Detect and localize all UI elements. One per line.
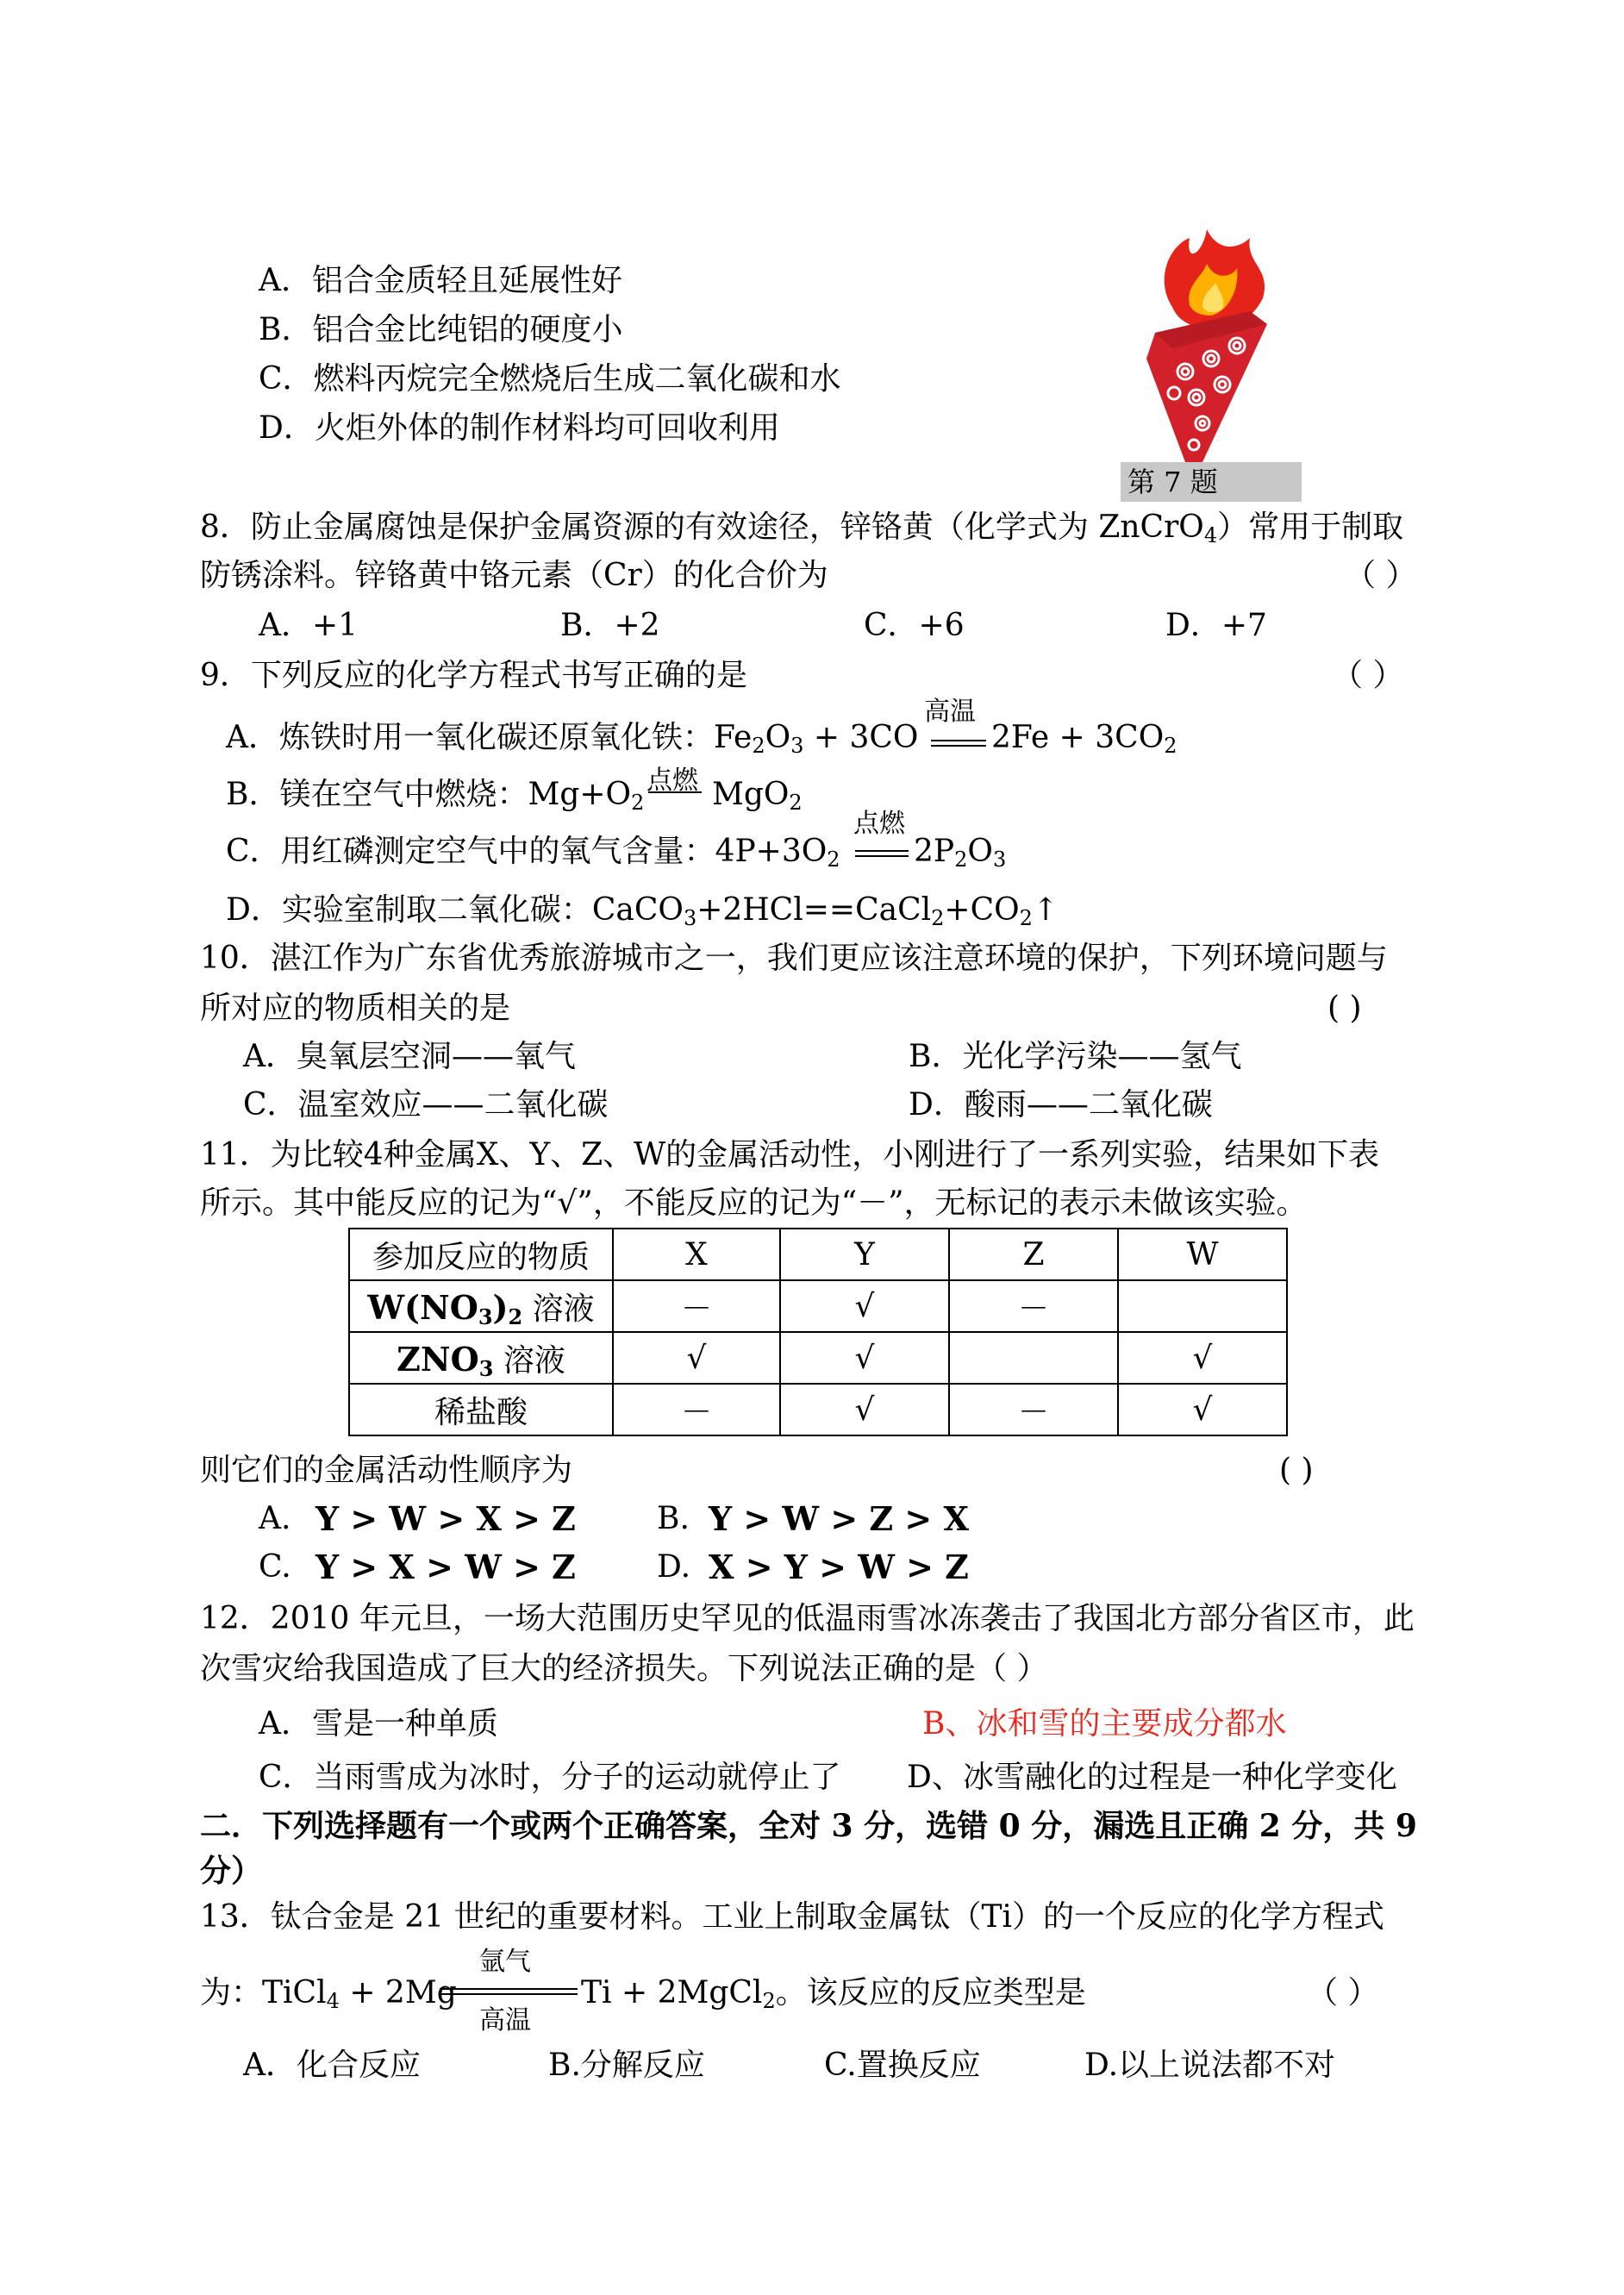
section2-instructions-line2: 分） [200, 1853, 263, 1889]
q7-option-a: A．铝合金质轻且延展性好 [259, 263, 622, 298]
q9-option-d: D．实验室制取二氧化碳：$CaCO_3+2HCl==CaCl_2+CO_2↑$ [226, 892, 1059, 930]
table-cell: √ [1118, 1332, 1287, 1384]
q12-stem-line2: 次雪灾给我国造成了巨大的经济损失。下列说法正确的是（ ） [200, 1651, 1048, 1686]
table-header-cell: W [1118, 1229, 1287, 1280]
table-cell: √ [780, 1332, 949, 1384]
q10-stem-line2: 所对应的物质相关的是 [200, 991, 511, 1026]
q9-c-condition: 点燃 [853, 809, 905, 839]
q9-c-equals-sign [855, 850, 909, 857]
table-cell: － [949, 1384, 1118, 1435]
q11-option-a-letter: A. [259, 1501, 291, 1536]
q11-answer-paren: ( ) [1279, 1453, 1314, 1488]
q13-answer-paren: （ ） [1307, 1975, 1379, 2010]
q11-option-c: Y > X > W > Z [315, 1548, 576, 1586]
q8-stem-line2: 防锈涂料。锌铬黄中铬元素（Cr）的化合价为 [200, 558, 828, 593]
q10-option-c: C．温室效应——二氧化碳 [243, 1087, 609, 1122]
q9-a-equals-sign [931, 740, 986, 747]
q13-option-d: D.以上说法都不对 [1084, 2048, 1336, 2083]
q10-option-d: D．酸雨——二氧化碳 [909, 1087, 1213, 1122]
q12-option-b-answer: B、冰和雪的主要成分都水 [922, 1706, 1287, 1742]
q10-answer-paren: ( ) [1327, 991, 1362, 1026]
table-cell: － [613, 1384, 780, 1435]
q8-option-c: C．+6 [864, 608, 965, 643]
q9-b-products: MgO$_2$ [712, 777, 803, 815]
q10-option-b: B．光化学污染——氢气 [909, 1039, 1242, 1074]
q10-stem-line1: 10．湛江作为广东省优秀旅游城市之一，我们更应该注意环境的保护，下列环境问题与 [200, 941, 1388, 976]
q12-option-a: A．雪是一种单质 [259, 1706, 498, 1742]
q13-option-b: B.分解反应 [548, 2048, 705, 2083]
q13-condition-bottom: 高温 [479, 2005, 531, 2035]
q11-stem-line1: 11．为比较4种金属X、Y、Z、W的金属活动性，小刚进行了一系列实验，结果如下表 [200, 1137, 1380, 1173]
q13-equation-lhs: 为：TiCl$_4$ + 2Mg [200, 1975, 457, 2013]
q13-equation-rhs: Ti + 2MgCl$_2$。该反应的反应类型是 [581, 1975, 1086, 2013]
table-cell: √ [1118, 1384, 1287, 1435]
table-row [349, 1384, 1287, 1435]
q9-stem: 9．下列反应的化学方程式书写正确的是 [200, 658, 747, 693]
q11-option-d: X > Y > W > Z [709, 1548, 969, 1586]
q8-option-b: B．+2 [560, 608, 660, 643]
table-header-cell: 参加反应的物质 [349, 1229, 613, 1280]
q9-option-c: C．用红磷测定空气中的氧气含量：$4P+3O_2$ [226, 834, 840, 872]
q12-option-d: D、冰雪融化的过程是一种化学变化 [907, 1760, 1397, 1795]
q13-option-c: C.置换反应 [824, 2048, 981, 2083]
q8-stem-line1: 8．防止金属腐蚀是保护金属资源的有效途径，锌铬黄（化学式为 ZnCrO$_4$）常用于制取 [200, 510, 1404, 547]
table-row-label: 稀盐酸 [349, 1384, 613, 1435]
q9-option-a: A．炼铁时用一氧化碳还原氧化铁：$Fe_2O_3 + 3CO$ [226, 720, 919, 758]
reaction-table [348, 1228, 1288, 1436]
figure-caption: 第 7 题 [1121, 462, 1302, 502]
q13-equals-sign [440, 1988, 578, 1995]
q9-b-condition: 点燃 [646, 766, 698, 796]
table-row-label: $W(NO_3)_2$ 溶液 [349, 1280, 613, 1332]
q11-option-c-letter: C. [259, 1549, 291, 1585]
q11-stem-line2: 所示。其中能反应的记为“√”，不能反应的记为“－”，无标记的表示未做该实验。 [200, 1185, 1308, 1221]
table-row [349, 1280, 1287, 1332]
q11-option-d-letter: D. [657, 1549, 691, 1585]
q9-answer-paren: （ ） [1332, 658, 1404, 693]
q7-option-d: D．火炬外体的制作材料均可回收利用 [259, 410, 780, 446]
table-cell: － [949, 1280, 1118, 1332]
q8-answer-paren: （ ） [1345, 558, 1417, 593]
q9-b-bar [648, 791, 702, 793]
table-cell: √ [613, 1332, 780, 1384]
q11-option-b: Y > W > Z > X [709, 1499, 969, 1538]
q12-stem-line1: 12．2010 年元旦，一场大范围历史罕见的低温雨雪冰冻袭击了我国北方部分省区市，此 [200, 1601, 1415, 1636]
q13-condition-top: 氩气 [479, 1947, 531, 1977]
table-cell [949, 1332, 1118, 1384]
q13-option-a: A．化合反应 [243, 2048, 421, 2083]
q9-a-products: $2Fe + 3CO_2$ [991, 720, 1177, 758]
table-header-cell: X [613, 1229, 780, 1280]
q9-c-products: $2P_2O_3$ [914, 834, 1007, 872]
q11-option-b-letter: B. [657, 1501, 690, 1536]
q9-a-condition: 高温 [924, 697, 976, 727]
table-cell: － [613, 1280, 780, 1332]
table-cell: √ [780, 1280, 949, 1332]
table-cell: √ [780, 1384, 949, 1435]
table-header-cell: Y [780, 1229, 949, 1280]
section2-instructions-line1: 二．下列选择题有一个或两个正确答案，全对 3 分，选错 0 分，漏选且正确 2 分，共 9 [200, 1808, 1417, 1844]
q11-option-a: Y > W > X > Z [315, 1499, 576, 1538]
table-row [349, 1332, 1287, 1384]
q10-option-a: A．臭氧层空洞——氧气 [243, 1039, 576, 1074]
q8-option-d: D．+7 [1165, 608, 1267, 643]
q8-option-a: A．+1 [259, 608, 359, 643]
table-header-cell: Z [949, 1229, 1118, 1280]
table-row-label: $ZNO_3$ 溶液 [349, 1332, 613, 1384]
q9-option-b: B．镁在空气中燃烧：$Mg+O_2$ [226, 777, 645, 815]
table-cell [1118, 1280, 1287, 1332]
q11-conclusion: 则它们的金属活动性顺序为 [200, 1453, 573, 1488]
q7-option-b: B．铝合金比纯铝的硬度小 [259, 312, 623, 347]
table-header-row [349, 1229, 1287, 1280]
q7-option-c: C．燃料丙烷完全燃烧后生成二氧化碳和水 [259, 361, 841, 397]
q13-stem-line1: 13．钛合金是 21 世纪的重要材料。工业上制取金属钛（Ti）的一个反应的化学方程式 [200, 1899, 1385, 1935]
q12-option-c: C．当雨雪成为冰时，分子的运动就停止了 [259, 1760, 841, 1795]
